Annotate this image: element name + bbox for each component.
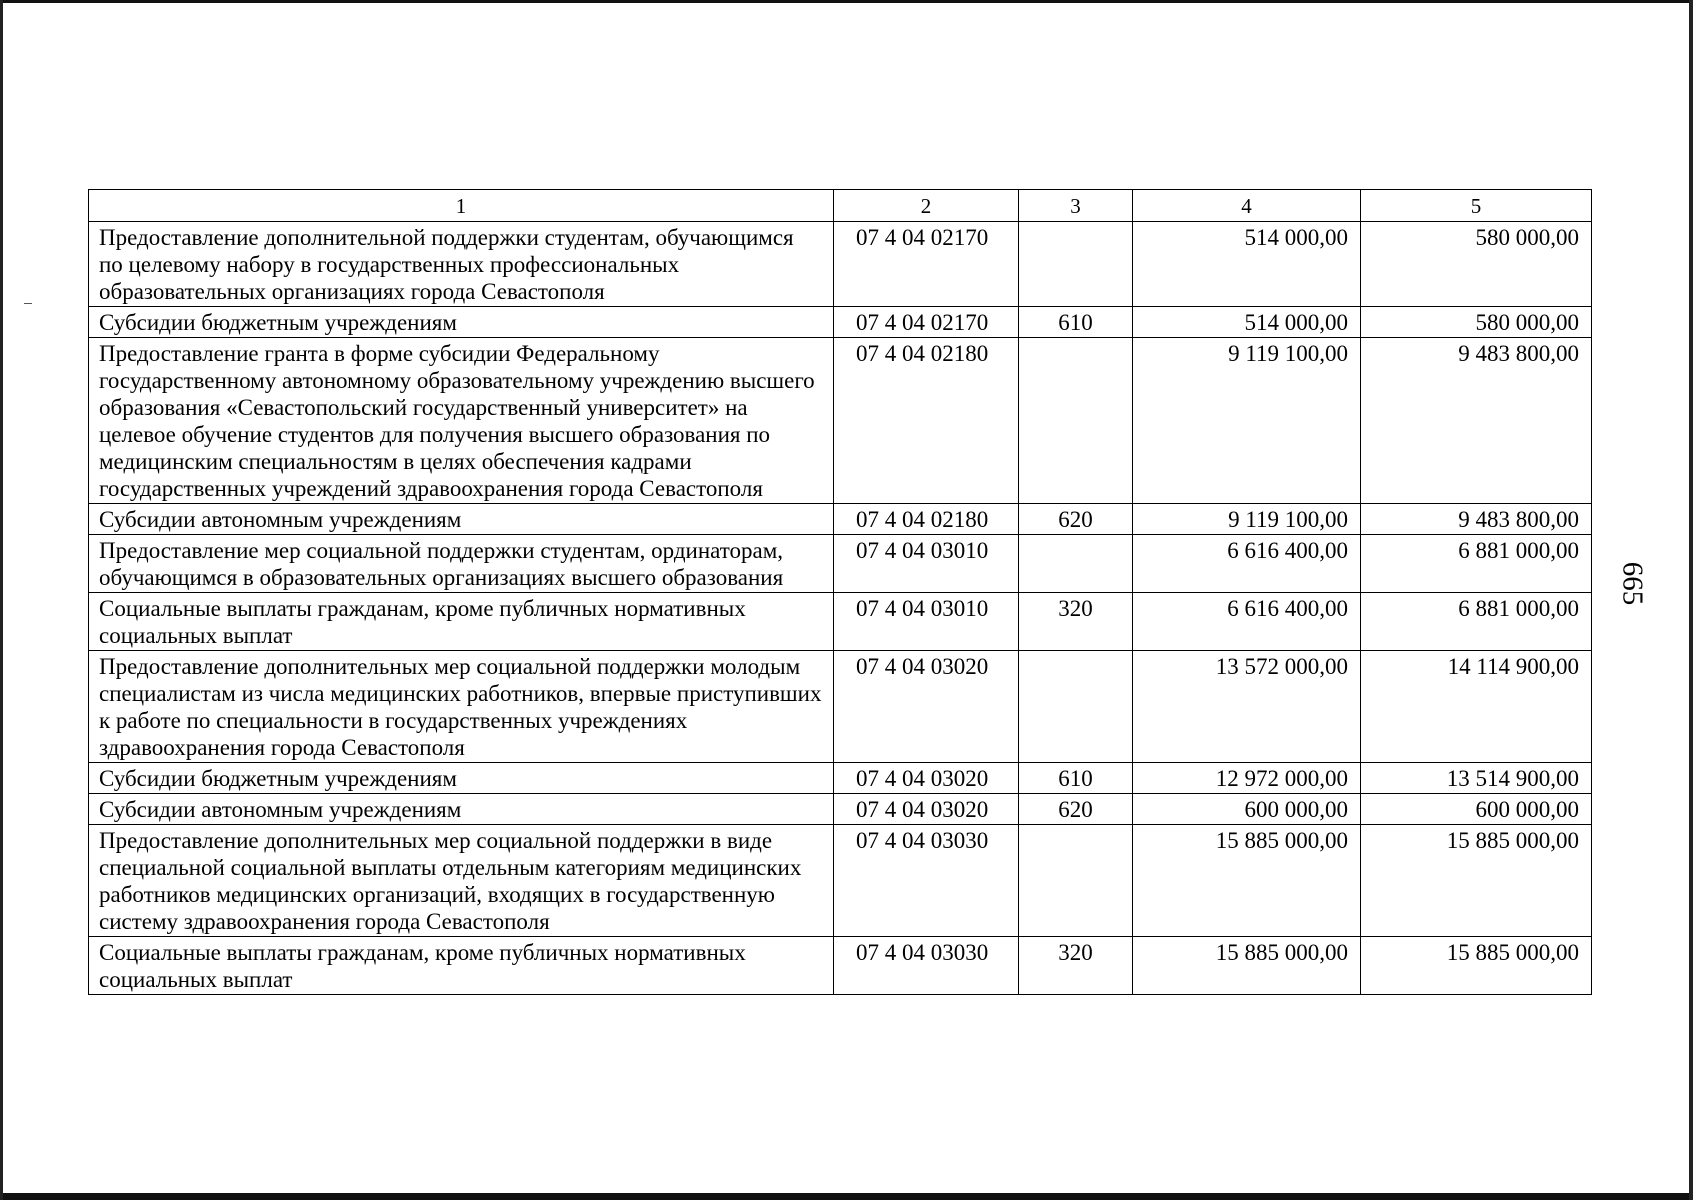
- row-name: Социальные выплаты гражданам, кроме публичных нормативных социальных выплат: [89, 937, 834, 995]
- table-row: [89, 535, 1592, 593]
- margin-mark: [24, 303, 32, 304]
- row-code: 07 4 04 02170: [834, 222, 1019, 307]
- row-type: [1019, 825, 1133, 937]
- header-cell-2: 2: [834, 190, 1019, 222]
- budget-table: [88, 189, 1592, 995]
- row-value-2: 15 885 000,00: [1361, 825, 1592, 937]
- header-cell-3: 3: [1019, 190, 1133, 222]
- row-value-2: 14 114 900,00: [1361, 651, 1592, 763]
- row-type: 620: [1019, 504, 1133, 535]
- scan-edge-bottom: [0, 1193, 1693, 1200]
- page-number: 665: [1616, 561, 1649, 606]
- table-row: [89, 338, 1592, 504]
- header-cell-1: 1: [89, 190, 834, 222]
- row-name: Субсидии автономным учреждениям: [89, 504, 834, 535]
- table-row: [89, 504, 1592, 535]
- row-value-2: 580 000,00: [1361, 307, 1592, 338]
- row-type: 320: [1019, 937, 1133, 995]
- row-value-2: 9 483 800,00: [1361, 504, 1592, 535]
- row-code: 07 4 04 03020: [834, 651, 1019, 763]
- row-type: [1019, 338, 1133, 504]
- table-row: [89, 307, 1592, 338]
- row-value-1: 13 572 000,00: [1133, 651, 1361, 763]
- row-code: 07 4 04 03030: [834, 937, 1019, 995]
- scan-edge-left: [0, 0, 3, 1200]
- header-cell-4: 4: [1133, 190, 1361, 222]
- row-value-2: 6 881 000,00: [1361, 535, 1592, 593]
- row-value-2: 6 881 000,00: [1361, 593, 1592, 651]
- row-value-2: 600 000,00: [1361, 794, 1592, 825]
- row-type: 320: [1019, 593, 1133, 651]
- budget-table-container: [88, 189, 1592, 995]
- row-type: 610: [1019, 307, 1133, 338]
- scan-edge-right: [1689, 0, 1693, 1200]
- row-type: [1019, 651, 1133, 763]
- row-value-2: 9 483 800,00: [1361, 338, 1592, 504]
- row-name: Предоставление дополнительных мер социальной поддержки в виде специальной социальной выплаты отдельным категориям медицинских работников медицинских организаций, входящих в государственную систему здравоохранения города Севастополя: [89, 825, 834, 937]
- row-value-1: 6 616 400,00: [1133, 535, 1361, 593]
- table-row: [89, 651, 1592, 763]
- row-value-2: 580 000,00: [1361, 222, 1592, 307]
- header-row: [89, 190, 1592, 222]
- header-cell-5: 5: [1361, 190, 1592, 222]
- row-value-1: 9 119 100,00: [1133, 338, 1361, 504]
- row-name: Субсидии бюджетным учреждениям: [89, 307, 834, 338]
- row-code: 07 4 04 03020: [834, 794, 1019, 825]
- row-code: 07 4 04 03020: [834, 763, 1019, 794]
- row-code: 07 4 04 02180: [834, 338, 1019, 504]
- row-type: [1019, 535, 1133, 593]
- row-code: 07 4 04 02180: [834, 504, 1019, 535]
- row-code: 07 4 04 03010: [834, 593, 1019, 651]
- row-name: Социальные выплаты гражданам, кроме публичных нормативных социальных выплат: [89, 593, 834, 651]
- table-row: [89, 794, 1592, 825]
- row-value-1: 9 119 100,00: [1133, 504, 1361, 535]
- row-value-1: 6 616 400,00: [1133, 593, 1361, 651]
- row-value-2: 13 514 900,00: [1361, 763, 1592, 794]
- row-name: Субсидии бюджетным учреждениям: [89, 763, 834, 794]
- row-value-1: 15 885 000,00: [1133, 825, 1361, 937]
- table-row: [89, 825, 1592, 937]
- row-type: 620: [1019, 794, 1133, 825]
- row-value-1: 514 000,00: [1133, 307, 1361, 338]
- row-type: 610: [1019, 763, 1133, 794]
- row-code: 07 4 04 02170: [834, 307, 1019, 338]
- row-code: 07 4 04 03010: [834, 535, 1019, 593]
- row-name: Субсидии автономным учреждениям: [89, 794, 834, 825]
- row-name: Предоставление дополнительных мер социальной поддержки молодым специалистам из числа медицинских работников, впервые приступивших к работе по специальности в государственных учреждениях здравоохранения города Севастополя: [89, 651, 834, 763]
- table-row: [89, 593, 1592, 651]
- row-value-2: 15 885 000,00: [1361, 937, 1592, 995]
- row-name: Предоставление мер социальной поддержки студентам, ординаторам, обучающимся в образовательных организациях высшего образования: [89, 535, 834, 593]
- row-value-1: 514 000,00: [1133, 222, 1361, 307]
- row-value-1: 600 000,00: [1133, 794, 1361, 825]
- row-type: [1019, 222, 1133, 307]
- row-name: Предоставление дополнительной поддержки студентам, обучающимся по целевому набору в государственных профессиональных образовательных организациях города Севастополя: [89, 222, 834, 307]
- row-code: 07 4 04 03030: [834, 825, 1019, 937]
- row-name: Предоставление гранта в форме субсидии Федеральному государственному автономному образовательному учреждению высшего образования «Севастопольский государственный университет» на целевое обучение студентов для получения высшего образования по медицинским специальностям в целях обеспечения кадрами государственных учреждений здравоохранения города Севастополя: [89, 338, 834, 504]
- table-row: [89, 222, 1592, 307]
- table-row: [89, 937, 1592, 995]
- row-value-1: 12 972 000,00: [1133, 763, 1361, 794]
- table-row: [89, 763, 1592, 794]
- scan-edge-top: [0, 0, 1693, 3]
- row-value-1: 15 885 000,00: [1133, 937, 1361, 995]
